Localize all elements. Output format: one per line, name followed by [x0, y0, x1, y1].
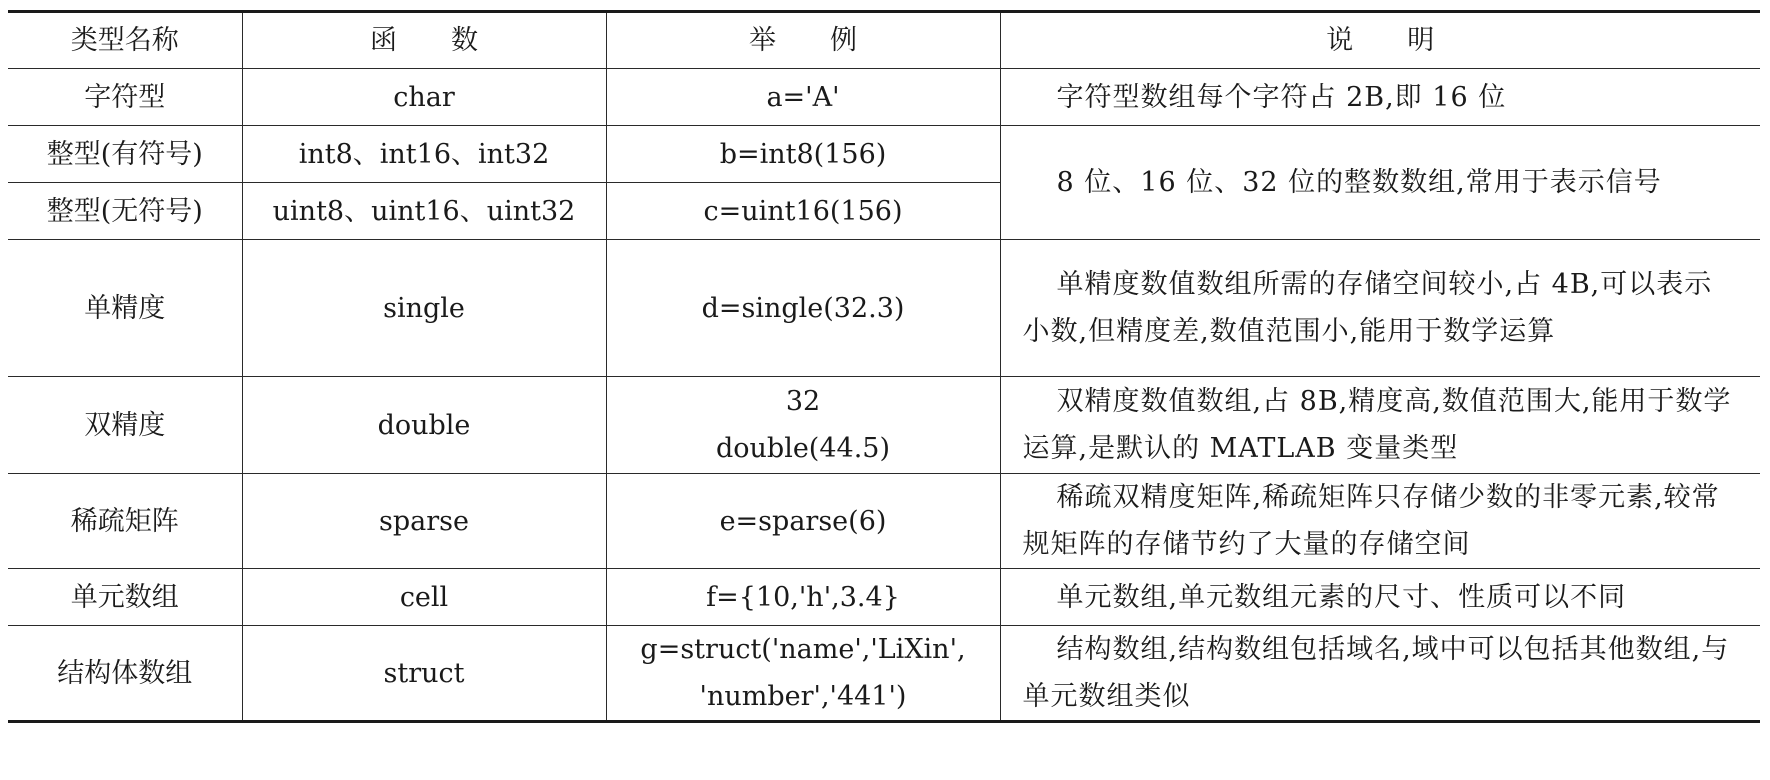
example-line: g=struct('name','LiXin', — [640, 634, 966, 665]
function-cell: int8、int16、int32 — [242, 126, 606, 183]
header-example: 举 例 — [606, 12, 1000, 69]
description-cell: 结构数组,结构数组包括域名,域中可以包括其他数组,与单元数组类似 — [1000, 626, 1760, 722]
description-cell: 稀疏双精度矩阵,稀疏矩阵只存储少数的非零元素,较常规矩阵的存储节约了大量的存储空间 — [1000, 474, 1760, 569]
example-cell: c=uint16(156) — [606, 183, 1000, 240]
example-cell: e=sparse(6) — [606, 474, 1000, 569]
function-cell: struct — [242, 626, 606, 722]
function-cell: cell — [242, 569, 606, 626]
type-cell: 整型(有符号) — [8, 126, 242, 183]
type-cell: 结构体数组 — [8, 626, 242, 722]
table-row — [8, 474, 1760, 569]
description-cell: 字符型数组每个字符占 2B,即 16 位 — [1000, 69, 1760, 126]
table-row — [8, 69, 1760, 126]
type-cell: 单精度 — [8, 240, 242, 377]
data-type-table-container — [8, 10, 1760, 723]
table-row — [8, 240, 1760, 377]
description-cell: 单元数组,单元数组元素的尺寸、性质可以不同 — [1000, 569, 1760, 626]
function-cell: uint8、uint16、uint32 — [242, 183, 606, 240]
description-cell: 单精度数值数组所需的存储空间较小,占 4B,可以表示小数,但精度差,数值范围小,能用于数学运算 — [1000, 240, 1760, 377]
matlab-data-type-table — [8, 10, 1760, 723]
header-type-name: 类型名称 — [8, 12, 242, 69]
example-cell: b=int8(156) — [606, 126, 1000, 183]
table-row — [8, 626, 1760, 722]
description-cell: 双精度数值数组,占 8B,精度高,数值范围大,能用于数学运算,是默认的 MATLAB 变量类型 — [1000, 377, 1760, 474]
type-cell: 双精度 — [8, 377, 242, 474]
header-description: 说 明 — [1000, 12, 1760, 69]
type-cell: 单元数组 — [8, 569, 242, 626]
header-function: 函 数 — [242, 12, 606, 69]
table-row — [8, 377, 1760, 474]
function-cell: single — [242, 240, 606, 377]
example-line: 32 — [785, 386, 821, 417]
function-cell: double — [242, 377, 606, 474]
table-row — [8, 126, 1760, 183]
function-cell: sparse — [242, 474, 606, 569]
type-cell: 字符型 — [8, 69, 242, 126]
description-cell: 8 位、16 位、32 位的整数数组,常用于表示信号 — [1000, 126, 1760, 240]
example-line: 'number','441') — [699, 681, 907, 712]
example-cell: a='A' — [606, 69, 1000, 126]
table-header-row — [8, 12, 1760, 69]
table-row — [8, 569, 1760, 626]
example-cell: f={10,'h',3.4} — [606, 569, 1000, 626]
example-line: double(44.5) — [715, 433, 890, 464]
example-cell — [606, 377, 1000, 474]
type-cell: 稀疏矩阵 — [8, 474, 242, 569]
example-cell: d=single(32.3) — [606, 240, 1000, 377]
example-cell — [606, 626, 1000, 722]
type-cell: 整型(无符号) — [8, 183, 242, 240]
function-cell: char — [242, 69, 606, 126]
